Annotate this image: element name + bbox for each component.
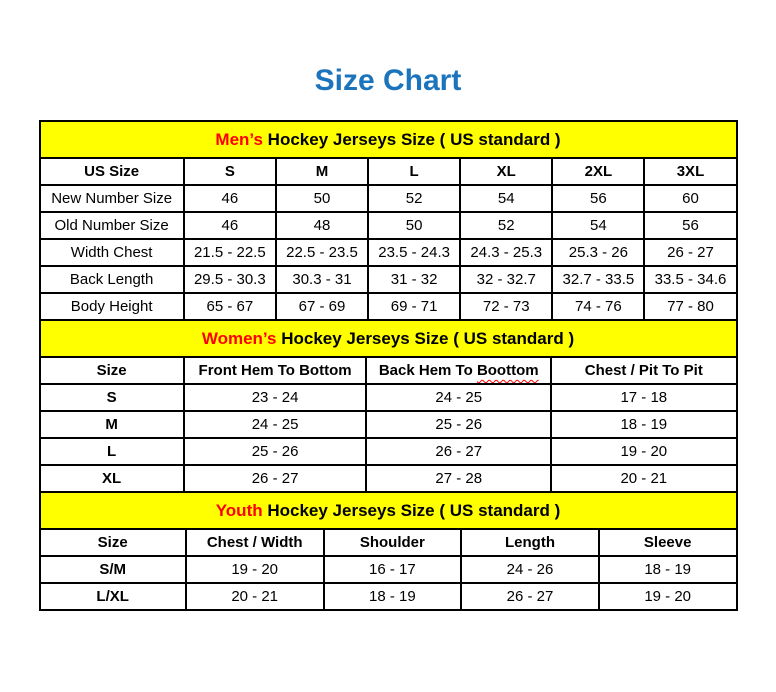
row-label: Old Number Size	[40, 212, 184, 239]
cell: 72 - 73	[460, 293, 552, 320]
cell: 32 - 32.7	[460, 266, 552, 293]
table-row	[40, 438, 737, 465]
header-row	[40, 357, 737, 384]
row-label: S/M	[40, 556, 186, 583]
size-table-womens	[39, 356, 738, 493]
column-header: 3XL	[644, 158, 736, 185]
cell: 69 - 71	[368, 293, 460, 320]
table-row	[40, 185, 737, 212]
cell: 77 - 80	[644, 293, 736, 320]
table-row	[40, 556, 737, 583]
cell: 24 - 26	[461, 556, 599, 583]
column-header: Chest / Pit To Pit	[551, 357, 736, 384]
column-header: Chest / Width	[186, 529, 324, 556]
cell: 21.5 - 22.5	[184, 239, 276, 266]
cell: 23 - 24	[184, 384, 367, 411]
column-header: Shoulder	[324, 529, 462, 556]
section-banner-mens	[39, 120, 738, 157]
header-row	[40, 158, 737, 185]
column-header: XL	[460, 158, 552, 185]
cell: 19 - 20	[599, 583, 737, 610]
row-label: L	[40, 438, 184, 465]
cell: 18 - 19	[324, 583, 462, 610]
row-label: New Number Size	[40, 185, 184, 212]
section-banner-womens	[39, 319, 738, 356]
cell: 24.3 - 25.3	[460, 239, 552, 266]
cell: 27 - 28	[366, 465, 551, 492]
column-header: Back Hem To Boottom	[366, 357, 551, 384]
cell: 26 - 27	[366, 438, 551, 465]
column-header: S	[184, 158, 276, 185]
cell: 19 - 20	[186, 556, 324, 583]
cell: 26 - 27	[644, 239, 736, 266]
row-label: S	[40, 384, 184, 411]
size-table-mens	[39, 157, 738, 321]
table-row	[40, 465, 737, 492]
cell: 18 - 19	[599, 556, 737, 583]
cell: 50	[368, 212, 460, 239]
cell: 20 - 21	[186, 583, 324, 610]
column-header: Length	[461, 529, 599, 556]
row-label: Body Height	[40, 293, 184, 320]
cell: 48	[276, 212, 368, 239]
cell: 16 - 17	[324, 556, 462, 583]
table-row	[40, 411, 737, 438]
header-row	[40, 529, 737, 556]
cell: 22.5 - 23.5	[276, 239, 368, 266]
table-row	[40, 212, 737, 239]
cell: 30.3 - 31	[276, 266, 368, 293]
cell: 74 - 76	[552, 293, 644, 320]
section-mens-sizes	[39, 120, 738, 321]
cell: 25.3 - 26	[552, 239, 644, 266]
cell: 54	[552, 212, 644, 239]
cell: 60	[644, 185, 736, 212]
table-row	[40, 239, 737, 266]
column-header: M	[276, 158, 368, 185]
table-row	[40, 384, 737, 411]
table-row	[40, 266, 737, 293]
cell: 56	[552, 185, 644, 212]
size-table-youth	[39, 528, 738, 611]
cell: 24 - 25	[184, 411, 367, 438]
column-header: L	[368, 158, 460, 185]
cell: 29.5 - 30.3	[184, 266, 276, 293]
cell: 17 - 18	[551, 384, 736, 411]
banner-highlight: Youth	[215, 501, 263, 520]
column-header: Size	[40, 529, 186, 556]
row-label: L/XL	[40, 583, 186, 610]
row-label: Back Length	[40, 266, 184, 293]
cell: 54	[460, 185, 552, 212]
cell: 19 - 20	[551, 438, 736, 465]
banner-highlight: Men’s	[215, 130, 263, 149]
column-header: US Size	[40, 158, 184, 185]
spellcheck-squiggle: Boottom	[476, 362, 539, 379]
table-row	[40, 583, 737, 610]
cell: 23.5 - 24.3	[368, 239, 460, 266]
cell: 31 - 32	[368, 266, 460, 293]
cell: 26 - 27	[461, 583, 599, 610]
cell: 18 - 19	[551, 411, 736, 438]
banner-text: Hockey Jerseys Size ( US standard )	[276, 329, 575, 348]
banner-text: Hockey Jerseys Size ( US standard )	[262, 501, 561, 520]
row-label: Width Chest	[40, 239, 184, 266]
row-label: XL	[40, 465, 184, 492]
row-label: M	[40, 411, 184, 438]
cell: 52	[460, 212, 552, 239]
cell: 46	[184, 185, 276, 212]
cell: 32.7 - 33.5	[552, 266, 644, 293]
column-header: Sleeve	[599, 529, 737, 556]
cell: 46	[184, 212, 276, 239]
section-womens-sizes	[39, 319, 738, 493]
column-header: Size	[40, 357, 184, 384]
cell: 25 - 26	[366, 411, 551, 438]
page-title: Size Chart	[314, 64, 462, 97]
banner-text: Hockey Jerseys Size ( US standard )	[262, 130, 561, 149]
cell: 20 - 21	[551, 465, 736, 492]
cell: 50	[276, 185, 368, 212]
section-youth-sizes	[39, 491, 738, 611]
cell: 33.5 - 34.6	[644, 266, 736, 293]
cell: 25 - 26	[184, 438, 367, 465]
cell: 67 - 69	[276, 293, 368, 320]
table-row	[40, 293, 737, 320]
section-banner-youth	[39, 491, 738, 528]
cell: 65 - 67	[184, 293, 276, 320]
cell: 26 - 27	[184, 465, 367, 492]
column-header: Front Hem To Bottom	[184, 357, 367, 384]
cell: 52	[368, 185, 460, 212]
size-chart-tables	[39, 120, 738, 611]
column-header: 2XL	[552, 158, 644, 185]
cell: 56	[644, 212, 736, 239]
banner-highlight: Women’s	[201, 329, 277, 348]
cell: 24 - 25	[366, 384, 551, 411]
